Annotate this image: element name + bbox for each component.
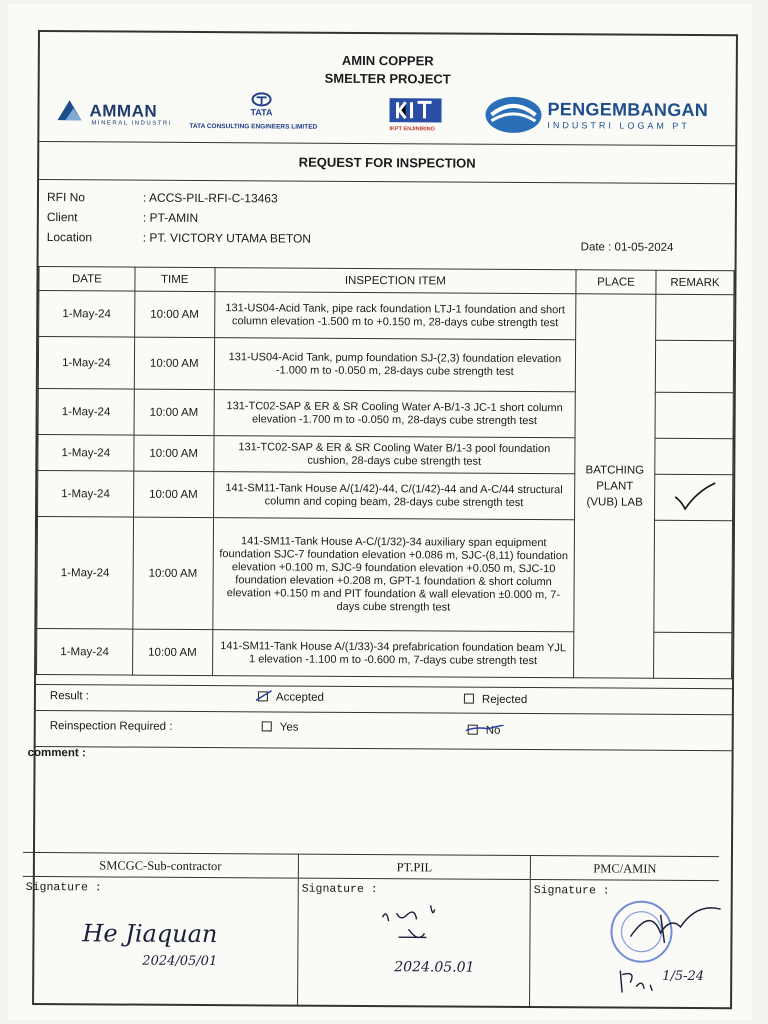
comment-label: comment :	[27, 746, 86, 760]
pmc-heading: PMC/AMIN	[531, 856, 719, 881]
subcontractor-signature-label: Signature :	[25, 880, 102, 895]
comment-area	[27, 746, 732, 850]
rejected-label: Rejected	[481, 693, 528, 707]
date-label: Date	[580, 241, 606, 254]
row-item: 141-SM11-Tank House A-C/(1/32)-34 auxiliary span equipment foundation SJC-7 foundation elevation +0.086 m, SJC-(8,11) foundation elevation +0.100 m, SJC-9 foundation elevation +0.050 m, SJC-10 foundation elevation +0.208 m, GPT-1 foundation & short column elevation +0.150 m and PIT foundation & wall elevation ±0.000 m, 7-days cube strength test	[213, 518, 575, 632]
header-date: DATE	[39, 267, 135, 292]
row-item: 131-US04-Acid Tank, pump foundation SJ-(2,3) foundation elevation -1.000 m to -0.050 m, 28-days cube strength test	[214, 338, 576, 392]
tata-name: TATA	[250, 107, 273, 118]
location-label: Location	[46, 230, 93, 245]
row-time: 10:00 AM	[133, 471, 213, 517]
tata-logo	[189, 91, 339, 141]
pengembangan-sub: INDUSTRI LOGAM PT	[547, 120, 690, 131]
form-frame	[25, 30, 738, 1009]
row-item: 131-TC02-SAP & ER & SR Cooling Water A-B/1-3 JC-1 short column elevation -1.700 m to -0.050 m, 28-days cube strength test	[214, 390, 576, 438]
subcontractor-heading: SMCGC-Sub-contractor	[23, 853, 298, 879]
row-time: 10:00 AM	[133, 517, 214, 629]
accepted-tick-icon	[256, 690, 272, 702]
header-place: PLACE	[576, 270, 656, 294]
header-block	[39, 32, 736, 146]
pil-signature-date: 2024.05.01	[394, 959, 475, 976]
row-remark	[655, 392, 733, 438]
pengembangan-name: PENGEMBANGAN	[547, 99, 709, 121]
row-time: 10:00 AM	[134, 389, 214, 435]
header-inspection-item: INSPECTION ITEM	[215, 268, 576, 294]
row-item: 131-US04-Acid Tank, pipe rack foundation LTJ-1 foundation and short column elevation -1.500 m to +0.150 m, 28-days cube strength test	[214, 292, 576, 340]
subcontractor-signature-date: 2024/05/01	[142, 953, 218, 970]
no-label: No	[485, 724, 501, 737]
yes-option[interactable]	[262, 721, 299, 733]
pil-signature-label: Signature :	[301, 882, 378, 897]
ikpt-mark-icon	[387, 96, 443, 124]
tata-sub: TATA CONSULTING ENGINEERS LIMITED	[189, 122, 318, 131]
row-date: 1-May-24	[38, 435, 134, 472]
signature-col-pmc	[530, 856, 719, 1009]
row-time: 10:00 AM	[134, 291, 214, 337]
signature-table	[22, 852, 719, 1008]
pil-heading: PT.PIL	[299, 855, 530, 880]
row-date: 1-May-24	[39, 291, 135, 338]
row-remark	[654, 632, 732, 678]
no-option[interactable]	[468, 725, 501, 737]
date-value: : 01-05-2024	[608, 241, 674, 254]
table-row	[39, 291, 734, 341]
header-remark: REMARK	[656, 270, 734, 294]
paper-sheet	[8, 4, 752, 1020]
project-title-line1: AMIN COPPER	[341, 52, 434, 69]
pengembangan-logo	[483, 95, 709, 140]
yes-checkbox[interactable]	[262, 721, 272, 731]
place-cell: BATCHING PLANT (VUB) LAB	[574, 294, 656, 678]
pengembangan-mark-icon	[483, 95, 545, 135]
reinspection-row	[36, 710, 732, 750]
header-time: TIME	[135, 267, 215, 291]
rejected-option[interactable]	[464, 694, 527, 706]
signature-col-subcontractor	[22, 853, 299, 1007]
row-time: 10:00 AM	[134, 337, 214, 389]
rfi-label: RFI No	[46, 190, 86, 205]
row-item: 141-SM11-Tank House A/(1/33)-34 prefabrication foundation beam YJL 1 elevation -1.100 m to -0.600 m, 7-days cube strength test	[212, 630, 574, 678]
row-item: 131-TC02-SAP & ER & SR Cooling Water B/1-3 pool foundation cushion, 28-days cube strength test	[214, 436, 576, 474]
row-remark	[655, 340, 733, 392]
logo-strip	[39, 90, 735, 139]
row-item: 141-SM11-Tank House A/(1/42)-44, C/(1/42)-44 and A-C/44 structural column and coping beam, 28-days cube strength test	[213, 472, 575, 520]
accepted-option[interactable]	[258, 691, 324, 703]
pmc-signature-icon	[620, 897, 730, 958]
row-date: 1-May-24	[38, 389, 134, 436]
pmc-initials-icon	[616, 967, 666, 997]
meta-date	[581, 241, 674, 254]
signature-col-pil	[298, 855, 531, 1008]
client-label: Client	[46, 210, 78, 225]
ikpt-name: IKPT ENJINIRING	[389, 126, 435, 133]
amman-sub: MINERAL INDUSTRI	[91, 120, 172, 127]
row-remark-checked	[655, 474, 733, 520]
checkmark-icon	[669, 479, 719, 513]
pil-signature-icon	[374, 899, 494, 960]
location-value: : PT. VICTORY UTAMA BETON	[142, 230, 312, 246]
accepted-label: Accepted	[275, 691, 324, 704]
reinspection-label: Reinspection Required :	[49, 720, 173, 733]
row-remark	[656, 294, 734, 340]
row-remark	[655, 438, 733, 474]
form-title: REQUEST FOR INSPECTION	[39, 142, 735, 184]
rejected-checkbox[interactable]	[464, 694, 474, 704]
pmc-signature-date: 1/5-24	[662, 968, 705, 985]
no-tick-icon	[466, 725, 506, 737]
pmc-signature-label: Signature :	[533, 884, 610, 898]
inspection-table	[36, 266, 734, 679]
row-date: 1-May-24	[37, 517, 134, 630]
client-value: : PT-AMIN	[142, 210, 199, 225]
row-remark	[654, 520, 733, 632]
result-label: Result :	[49, 690, 89, 703]
project-title-line2: SMELTER PROJECT	[324, 70, 451, 87]
amman-name: AMMAN	[89, 101, 158, 121]
row-time: 10:00 AM	[132, 629, 212, 675]
yes-label: Yes	[279, 721, 299, 734]
row-date: 1-May-24	[38, 337, 134, 390]
row-date: 1-May-24	[37, 629, 133, 676]
rfi-value: : ACCS-PIL-RFI-C-13463	[142, 190, 278, 206]
ikpt-logo	[387, 96, 443, 133]
row-time: 10:00 AM	[134, 435, 214, 471]
row-date: 1-May-24	[38, 471, 134, 518]
subcontractor-signature: He Jiaquan	[82, 919, 218, 949]
amman-logo	[53, 96, 183, 138]
